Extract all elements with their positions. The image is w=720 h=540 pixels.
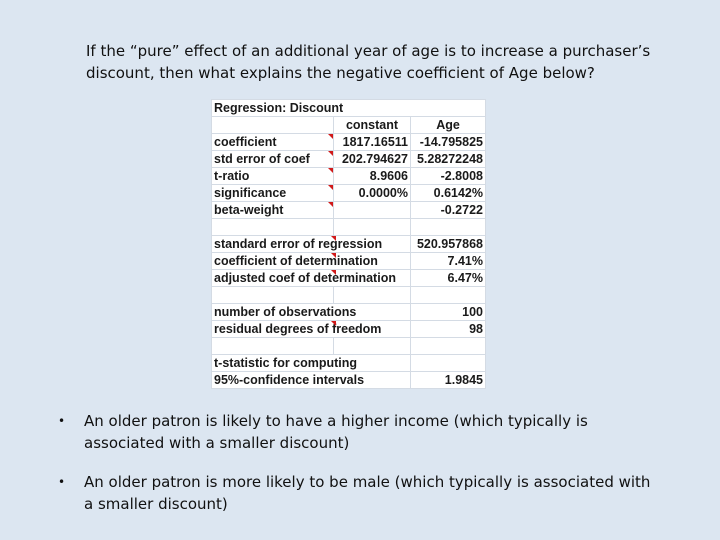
- cell-value: -14.795825: [411, 134, 486, 151]
- bullet-item: [58, 410, 658, 454]
- table-row: [212, 236, 486, 253]
- bullet-icon: •: [58, 414, 66, 428]
- comment-marker-icon: [331, 270, 336, 275]
- row-label: standard error of regression: [212, 236, 411, 253]
- comment-marker-icon: [331, 321, 336, 326]
- cell-value: 520.957868: [411, 236, 486, 253]
- column-header-constant: constant: [334, 117, 411, 134]
- cell-value: -0.2722: [411, 202, 486, 219]
- cell-value: 100: [411, 304, 486, 321]
- cell-value: 5.28272248: [411, 151, 486, 168]
- row-label: residual degrees of freedom: [212, 321, 411, 338]
- table-row: [212, 151, 486, 168]
- cell-value: -2.8008: [411, 168, 486, 185]
- row-label: beta-weight: [212, 202, 334, 219]
- table-row: [212, 338, 486, 355]
- row-label: adjusted coef of determination: [212, 270, 411, 287]
- bullet-icon: •: [58, 475, 66, 489]
- cell-value: 202.794627: [334, 151, 411, 168]
- table-row: [212, 287, 486, 304]
- table-row: [212, 100, 486, 117]
- table-row: [212, 253, 486, 270]
- table-row: [212, 355, 486, 372]
- comment-marker-icon: [331, 253, 336, 258]
- cell-value: 7.41%: [411, 253, 486, 270]
- cell-value: 8.9606: [334, 168, 411, 185]
- table-row: [212, 372, 486, 389]
- table-row: [212, 134, 486, 151]
- cell-value: 0.6142%: [411, 185, 486, 202]
- table-row: [212, 185, 486, 202]
- cell-value: 98: [411, 321, 486, 338]
- row-label: 95%-confidence intervals: [212, 372, 411, 389]
- table-row: [212, 168, 486, 185]
- regression-table: [211, 99, 486, 389]
- comment-marker-icon: [331, 236, 336, 241]
- cell-value: 6.47%: [411, 270, 486, 287]
- bullet-text: An older patron is more likely to be male (which typically is associated with a smaller discount): [84, 473, 651, 513]
- column-header-age: Age: [411, 117, 486, 134]
- row-label: significance: [212, 185, 334, 202]
- table-row: [212, 321, 486, 338]
- table-row: [212, 117, 486, 134]
- row-label: coefficient of determination: [212, 253, 411, 270]
- table-row: [212, 219, 486, 236]
- comment-marker-icon: [328, 168, 333, 173]
- cell-value: [334, 202, 411, 219]
- answer-options: [58, 410, 658, 532]
- comment-marker-icon: [328, 151, 333, 156]
- table-row: [212, 304, 486, 321]
- row-label: t-statistic for computing: [212, 355, 411, 372]
- bullet-text: An older patron is likely to have a higher income (which typically is associated with a smaller discount): [84, 412, 588, 452]
- question-text: If the “pure” effect of an additional year of age is to increase a purchaser’s discount, then what explains the negative coefficient of Age below?: [86, 42, 651, 82]
- cell-value: 1.9845: [411, 372, 486, 389]
- table-row: [212, 270, 486, 287]
- bullet-item: [58, 471, 658, 515]
- cell-value: 1817.16511: [334, 134, 411, 151]
- cell-value: 0.0000%: [334, 185, 411, 202]
- row-label: coefficient: [212, 134, 334, 151]
- table-title: Regression: Discount: [212, 100, 411, 117]
- table-row: [212, 202, 486, 219]
- comment-marker-icon: [328, 202, 333, 207]
- comment-marker-icon: [328, 185, 333, 190]
- row-label: std error of coef: [212, 151, 334, 168]
- row-label: number of observations: [212, 304, 411, 321]
- row-label: t-ratio: [212, 168, 334, 185]
- comment-marker-icon: [328, 134, 333, 139]
